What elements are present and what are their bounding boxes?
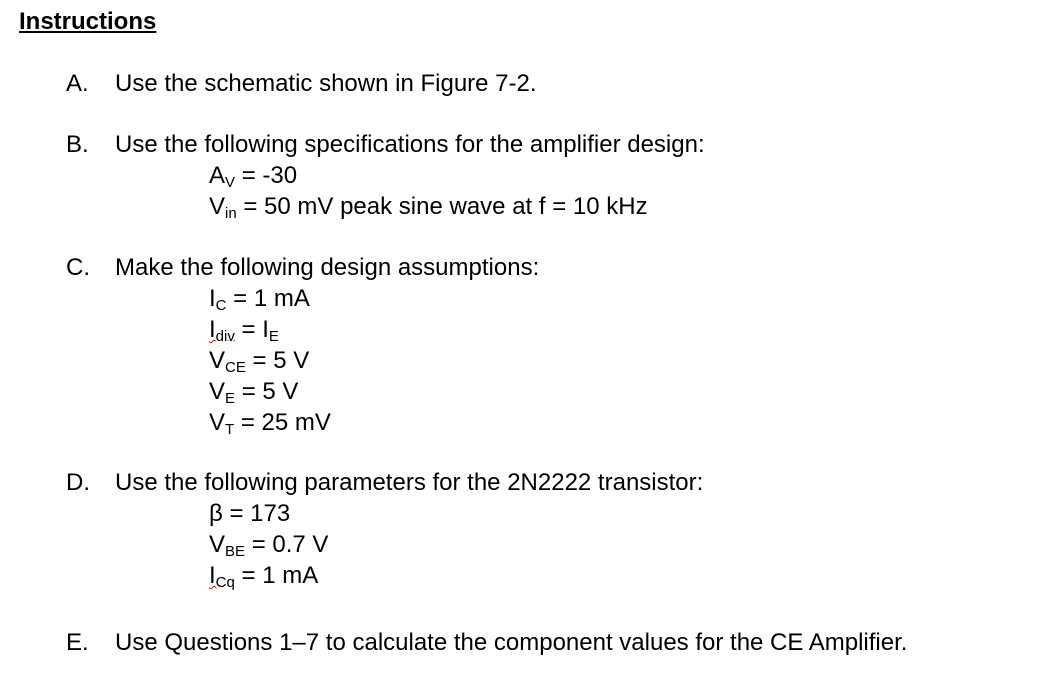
item-letter: A. [66, 70, 89, 97]
item-text: Use Questions 1–7 to calculate the component values for the CE Amplifier. [115, 629, 908, 656]
instruction-c [66, 252, 539, 284]
item-letter: D. [66, 469, 90, 496]
assumption-vce: $V_{CE} = 5$ V [209, 347, 310, 376]
section-heading: Instructions [19, 8, 157, 35]
assumption-ve: $V_E = 5$ V [209, 378, 299, 407]
spellcheck-flagged-term: $I_{Cq}$ [209, 562, 235, 591]
instruction-d [66, 467, 703, 499]
item-text: Use the following parameters for the 2N2222 transistor: [115, 469, 704, 496]
item-text: Use the following specifications for the amplifier design: [115, 131, 705, 158]
assumption-divider-current: $I_{div} = I_E$ [209, 316, 279, 345]
param-vbe: $V_{BE} = 0.7$ V [209, 531, 329, 560]
item-letter: E. [66, 629, 89, 656]
instruction-e [66, 627, 907, 659]
instruction-b [66, 129, 705, 161]
spec-voltage-gain: $A_V = -30$ [209, 162, 298, 191]
param-beta: β = 173 [209, 500, 291, 527]
item-text: Make the following design assumptions: [115, 254, 540, 281]
param-icq: $I_{Cq} = 1$ mA [209, 562, 319, 591]
item-letter: B. [66, 131, 89, 158]
assumption-collector-current: $I_C = 1$ mA [209, 285, 310, 314]
spellcheck-flagged-term: $I_{div}$ [209, 316, 235, 345]
instruction-a [66, 68, 537, 100]
spec-input-voltage: $V_{in} = 50$ mV peak sine wave at f = 10 kHz [209, 193, 648, 222]
assumption-thermal-voltage: $V_T = 25$ mV [209, 409, 331, 438]
item-text: Use the schematic shown in Figure 7-2. [115, 70, 537, 97]
item-letter: C. [66, 254, 90, 281]
